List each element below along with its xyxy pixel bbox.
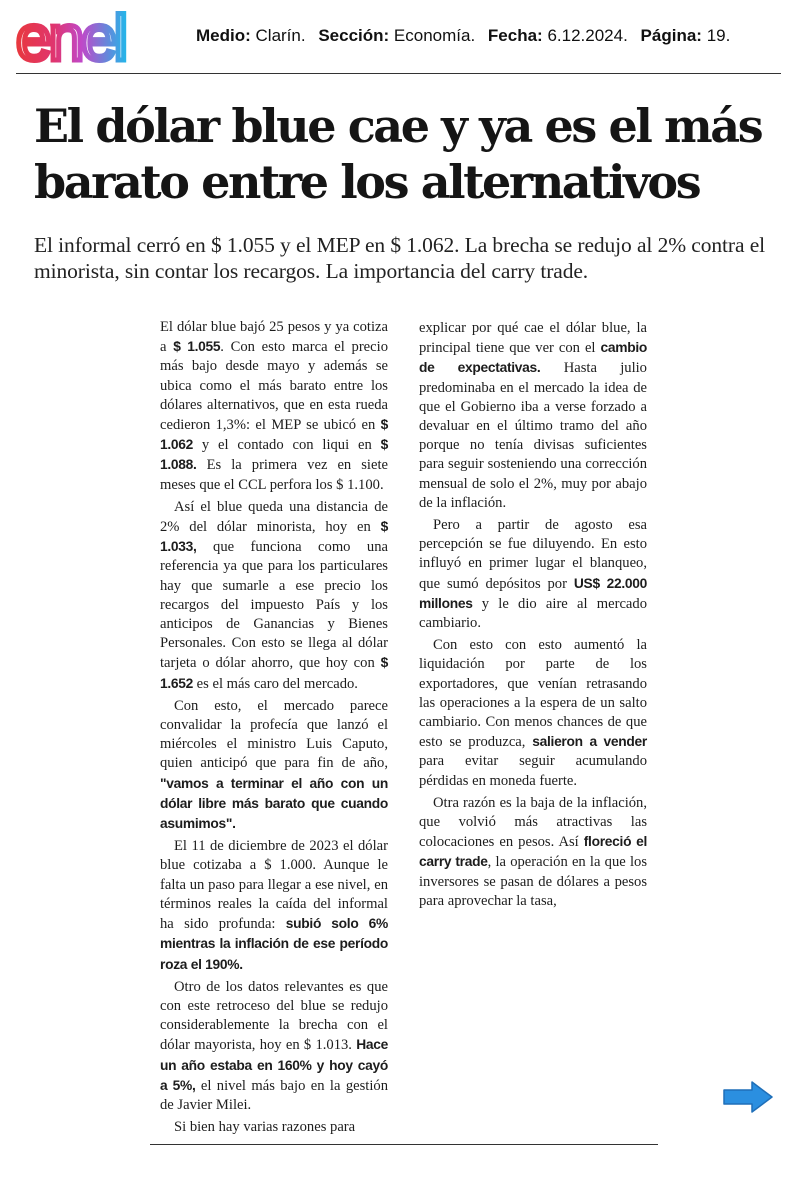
logo-text: enel bbox=[16, 8, 125, 68]
paragraph: Así el blue queda una distancia de 2% del dólar minorista, hoy en $ 1.033, que funciona como una referencia ya que para los particulares hay que sumarle a ese precio los recargos del impuesto País y los anticipos de Ganancias y Bienes Personales. Con esto se llega al dólar tarjeta o dólar ahorro, que hoy con $ 1.652 es el más caro del mercado. bbox=[160, 498, 388, 692]
paragraph: Con esto con esto aumentó la liquidación por parte de los exportadores, que venían retrasando las operaciones a la espera de un salto cambiario. Con menos chances de que esto se produzca, salieron a vender para evitar seguir acumulando pérdidas en moneda fuerte. bbox=[419, 637, 647, 789]
article-headline: El dólar blue cae y ya es el más barato entre los alternativos bbox=[34, 99, 762, 209]
paragraph: Con esto, el mercado parece convalidar la profecía que lanzó el miércoles el ministro Luis Caputo, quien anticipó que para fin de año, "vamos a terminar el año con un dólar libre más barato que cuando asumimos". bbox=[160, 697, 388, 832]
seccion-value: Economía. bbox=[393, 26, 476, 45]
paragraph: Pero a partir de agosto esa percepción se fue diluyendo. En esto influyó en primer lugar el blanqueo, que sumó depósitos por US$ 22.000 millones y le dio aire al mercado cambiario. bbox=[419, 517, 647, 632]
bottom-divider bbox=[150, 1144, 658, 1145]
seccion-label: Sección: bbox=[318, 26, 390, 45]
paragraph: Otro de los datos relevantes es que con este retroceso del blue se redujo considerablemente la brecha con el dólar mayorista, hoy en $ 1.013. Hace un año estaba en 160% y hoy cayó a 5%, el nivel más bajo en la gestión de Javier Milei. bbox=[160, 978, 388, 1113]
fecha-label: Fecha: bbox=[487, 26, 543, 45]
right-arrow-icon[interactable] bbox=[722, 1080, 774, 1114]
fecha-value: 6.12.2024. bbox=[547, 26, 628, 45]
pagina-label: Página: bbox=[640, 26, 702, 45]
paragraph: Si bien hay varias razones para bbox=[174, 1119, 356, 1136]
paragraph: El dólar blue bajó 25 pesos y ya cotiza a $ 1.055. Con esto marca el precio más bajo desde mayo y además se ubica como el más barato entre los dólares alternativos, que en esta rueda cedieron 1,3%: el MEP se ubicó en $ 1.062 y el contado con liqui en $ 1.088. Es la primera vez en siete meses que el CCL perfora los $ 1.100. bbox=[160, 319, 388, 493]
paragraph: El 11 de diciembre de 2023 el dólar blue cotizaba a $ 1.000. Aunque le falta un paso para llegar a ese nivel, en términos reales la caída del informal ha sido profunda: subió solo 6% mientras la inflación de ese período roza el 190%. bbox=[160, 838, 388, 972]
pagina-value: 19. bbox=[706, 26, 731, 45]
article-deck: El informal cerró en $ 1.055 y el MEP en $ 1.062. La brecha se redujo al 2% contra el minorista, sin contar los recargos. La importancia del carry trade. bbox=[34, 233, 766, 283]
paragraph: Otra razón es la baja de la inflación, que volvió más atractivas las colocaciones en pesos. Así floreció el carry trade, la operación en la que los inversores se pasan de dólares a pesos para aprovechar la tasa, bbox=[419, 794, 648, 909]
top-divider bbox=[16, 73, 781, 74]
enel-logo bbox=[16, 8, 172, 68]
medio-label: Medio: bbox=[196, 26, 251, 45]
medio-value: Clarín. bbox=[255, 26, 306, 45]
article-column-left bbox=[160, 318, 388, 1140]
article-column-right bbox=[419, 319, 647, 914]
paragraph: explicar por qué cae el dólar blue, la principal tiene que ver con el cambio de expectativas. Hasta julio predominaba en el mercado la idea de que el Gobierno iba a verse forzado a devaluar en el último tramo del año porque no tenía divisas suficientes para seguir sosteniendo una corrección mensual de solo el 2%, muy por abajo de la inflación. bbox=[419, 320, 647, 511]
press-clipping-meta bbox=[196, 26, 730, 46]
